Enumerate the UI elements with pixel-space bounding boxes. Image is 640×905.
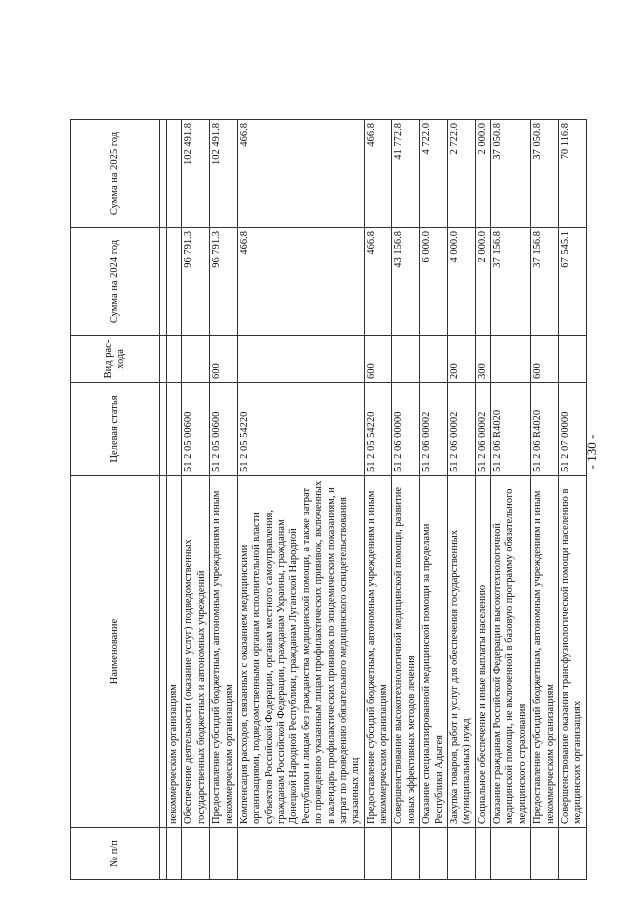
cell-expense-type: 600 [210, 336, 238, 383]
cell-name: Предоставление субсидий бюджетным, автономным учреждениям и иным некоммерческим организациям [531, 476, 559, 828]
cell-name: Социальное обеспечение и иные выплаты населению [475, 476, 490, 828]
cell-sum-2025: 70 116.8 [558, 120, 586, 228]
cell-expense-type: 600 [364, 336, 392, 383]
cell-sum-2024: 6 000.0 [420, 228, 448, 336]
cell-expense-type [392, 336, 420, 383]
cell-no [182, 828, 210, 880]
cell-no [167, 828, 182, 880]
cell-sum-2025: 37 050.8 [491, 120, 531, 228]
cell-sum-2025: 2 722.0 [447, 120, 475, 228]
cell-article: 51 2 06 R4020 [491, 383, 531, 476]
cell-sum-2025: 4 722.0 [420, 120, 448, 228]
cell-sum-2025: 466.8 [364, 120, 392, 228]
table-row [237, 120, 364, 880]
cell-expense-type [420, 336, 448, 383]
cell-article: 51 2 06 00002 [420, 383, 448, 476]
cell-name: Совершенствование оказания трансфузиологической помощи населению в медицинских организациях [558, 476, 586, 828]
cell-sum-2024: 37 156.8 [491, 228, 531, 336]
cell-article: 51 2 05 54220 [364, 383, 392, 476]
cell-name: некоммерческим организациям [167, 476, 182, 828]
cell-sum-2024: 37 156.8 [531, 228, 559, 336]
cell-no [475, 828, 490, 880]
cell-expense-type: 300 [475, 336, 490, 383]
cell-no [531, 828, 559, 880]
cell-expense-type [237, 336, 364, 383]
header-no: № п/п [71, 828, 160, 880]
cell-no [210, 828, 238, 880]
cell-expense-type [167, 336, 182, 383]
table-row [475, 120, 490, 880]
header-name: Наименование [71, 476, 160, 828]
cell-article: 51 2 06 00002 [475, 383, 490, 476]
cell-sum-2024: 43 156.8 [392, 228, 420, 336]
cell-name: Предоставление субсидий бюджетным, автономным учреждениям и иным некоммерческим организациям [210, 476, 238, 828]
cell-article: 51 2 05 54220 [237, 383, 364, 476]
header-sum-2024: Сумма на 2024 год [71, 228, 160, 336]
cell-name: Оказание специализированной медицинской помощи за пределами Республики Адыгея [420, 476, 448, 828]
rotated-table-wrapper [70, 120, 602, 880]
table-row [447, 120, 475, 880]
cell-article: 51 2 05 00600 [182, 383, 210, 476]
cell-expense-type [491, 336, 531, 383]
table-header-row [71, 120, 160, 880]
cell-article: 51 2 06 R4020 [531, 383, 559, 476]
table-row [531, 120, 559, 880]
cell-name: Обеспечение деятельности (оказание услуг) подведомственных государственных бюджетных и автономных учреждений [182, 476, 210, 828]
cell-sum-2024: 96 791.3 [182, 228, 210, 336]
cell-no [392, 828, 420, 880]
table-row [210, 120, 238, 880]
cell-no [364, 828, 392, 880]
cell-name: Совершенствование высокотехнологичной медицинской помощи, развитие новых эффективных методов лечения [392, 476, 420, 828]
cell-sum-2025: 102 491.8 [182, 120, 210, 228]
cell-expense-type: 200 [447, 336, 475, 383]
cell-sum-2024: 466.8 [364, 228, 392, 336]
cell-expense-type [182, 336, 210, 383]
cell-expense-type: 600 [531, 336, 559, 383]
cell-name: Компенсация расходов, связанных с оказанием медицинскими организациями, подведомственными органам исполнительной власти субъектов Российской Федерации, органам местного самоуправления, гражданам Российской Федерации, гражданам Украины, гражданам Донецкой Народной Республики, гражданам Луганской Народной Республики и лицам без гражданства медицинской помощи, а также затрат по проведению указанным лицам профилактических прививок, включенных в календарь профилактических прививок по эпидемическим показаниям, и затрат по проведению обязательного медицинского освидетельствования указанных лиц [237, 476, 364, 828]
cell-sum-2024: 4 000.0 [447, 228, 475, 336]
cell-sum-2025: 41 772.8 [392, 120, 420, 228]
table-row [364, 120, 392, 880]
cell-name: Предоставление субсидий бюджетным, автономным учреждениям и иным некоммерческим организациям [364, 476, 392, 828]
cell-sum-2024: 2 000.0 [475, 228, 490, 336]
cell-expense-type [558, 336, 586, 383]
table-row [167, 120, 182, 880]
cell-name: Закупка товаров, работ и услуг для обеспечения государственных (муниципальных) нужд [447, 476, 475, 828]
table-row [558, 120, 586, 880]
cell-name: Оказание гражданам Российской Федерации высокотехнологичной медицинской помощи, не включенной в базовую программу обязательного медицинского страхования [491, 476, 531, 828]
cell-sum-2024: 466.8 [237, 228, 364, 336]
cell-no [491, 828, 531, 880]
header-sum-2025: Сумма на 2025 год [71, 120, 160, 228]
budget-table [70, 119, 587, 880]
table-row [491, 120, 531, 880]
cell-article: 51 2 05 00600 [210, 383, 238, 476]
cell-sum-2025: 2 000.0 [475, 120, 490, 228]
cell-article [167, 383, 182, 476]
cell-article: 51 2 06 00000 [392, 383, 420, 476]
cell-sum-2025: 102 491.8 [210, 120, 238, 228]
cell-no [237, 828, 364, 880]
table-row [420, 120, 448, 880]
spacer-row [160, 120, 167, 880]
cell-sum-2025: 37 050.8 [531, 120, 559, 228]
cell-sum-2024 [167, 228, 182, 336]
cell-no [447, 828, 475, 880]
table-row [392, 120, 420, 880]
cell-sum-2025 [167, 120, 182, 228]
cell-sum-2024: 67 545.1 [558, 228, 586, 336]
cell-no [420, 828, 448, 880]
page-number: - 130 - [584, 434, 599, 470]
cell-article: 51 2 06 00002 [447, 383, 475, 476]
header-expense-type: Вид рас-хода [71, 336, 160, 383]
cell-article: 51 2 07 00000 [558, 383, 586, 476]
table-row [182, 120, 210, 880]
cell-no [558, 828, 586, 880]
cell-sum-2025: 466.8 [237, 120, 364, 228]
header-article: Целевая статья [71, 383, 160, 476]
cell-sum-2024: 96 791.3 [210, 228, 238, 336]
